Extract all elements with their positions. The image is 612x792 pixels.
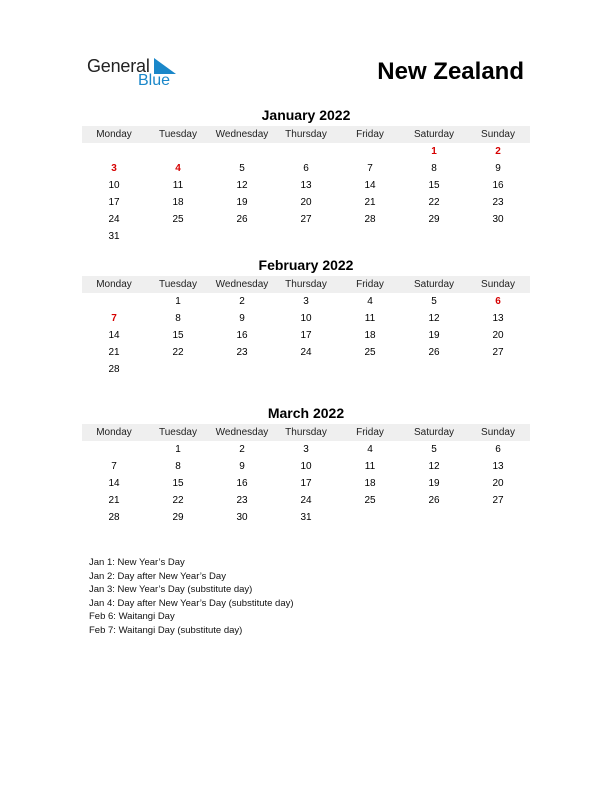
day-cell: 5 bbox=[431, 444, 437, 455]
month-march bbox=[82, 405, 530, 526]
holiday-day-cell: 4 bbox=[175, 163, 181, 174]
day-cell: 24 bbox=[300, 495, 312, 506]
week-row bbox=[82, 310, 530, 327]
weekday-label: Friday bbox=[356, 279, 384, 290]
day-cell: 22 bbox=[172, 347, 184, 358]
month-title: January 2022 bbox=[261, 107, 351, 123]
day-cell: 11 bbox=[364, 461, 376, 472]
holiday-note: Jan 2: Day after New Year’s Day bbox=[89, 570, 226, 582]
day-cell bbox=[274, 143, 338, 160]
day-cell: 23 bbox=[236, 347, 248, 358]
day-cell bbox=[210, 143, 274, 160]
day-cell: 1 bbox=[175, 296, 181, 307]
day-cell: 23 bbox=[236, 495, 248, 506]
week-row bbox=[82, 492, 530, 509]
day-cell: 28 bbox=[364, 214, 376, 225]
day-cell bbox=[402, 509, 466, 526]
week-row bbox=[82, 143, 530, 160]
day-cell bbox=[82, 441, 146, 458]
week-row bbox=[82, 177, 530, 194]
week-row bbox=[82, 344, 530, 361]
day-cell: 5 bbox=[431, 296, 437, 307]
day-cell: 14 bbox=[364, 180, 376, 191]
day-cell: 17 bbox=[108, 197, 120, 208]
day-cell: 4 bbox=[367, 444, 373, 455]
week-row bbox=[82, 475, 530, 492]
holiday-note: Jan 1: New Year’s Day bbox=[89, 557, 185, 568]
holiday-day-cell: 7 bbox=[111, 313, 117, 324]
holiday-note: Feb 6: Waitangi Day bbox=[89, 611, 175, 623]
day-cell: 3 bbox=[303, 296, 309, 307]
day-cell: 18 bbox=[172, 197, 184, 208]
day-cell: 30 bbox=[236, 512, 248, 523]
day-cell: 15 bbox=[172, 478, 184, 489]
day-cell: 11 bbox=[364, 313, 376, 324]
day-cell: 7 bbox=[111, 461, 117, 472]
day-cell: 15 bbox=[428, 180, 440, 191]
weekday-label: Saturday bbox=[413, 129, 455, 140]
day-cell bbox=[82, 143, 146, 160]
day-cell: 15 bbox=[172, 330, 184, 341]
day-cell: 25 bbox=[364, 495, 376, 506]
day-cell: 9 bbox=[239, 461, 245, 472]
weekday-label: Wednesday bbox=[215, 129, 269, 140]
day-cell: 16 bbox=[236, 330, 248, 341]
week-row bbox=[82, 327, 530, 344]
day-cell: 30 bbox=[492, 214, 504, 225]
day-cell: 5 bbox=[239, 163, 245, 174]
day-cell: 22 bbox=[428, 197, 440, 208]
day-cell: 26 bbox=[428, 495, 440, 506]
weekday-label: Thursday bbox=[285, 129, 327, 140]
holiday-notes bbox=[89, 556, 294, 638]
day-cell bbox=[274, 361, 338, 378]
weekday-label: Wednesday bbox=[215, 427, 269, 438]
month-february bbox=[82, 257, 530, 378]
day-cell bbox=[338, 509, 402, 526]
day-cell: 8 bbox=[431, 163, 437, 174]
day-cell bbox=[466, 509, 530, 526]
day-cell: 16 bbox=[236, 478, 248, 489]
day-cell: 20 bbox=[300, 197, 312, 208]
day-cell: 26 bbox=[236, 214, 248, 225]
day-cell: 13 bbox=[492, 313, 504, 324]
day-cell: 18 bbox=[364, 330, 376, 341]
day-cell: 21 bbox=[108, 347, 120, 358]
logo-general-text: General bbox=[87, 56, 150, 76]
day-cell: 8 bbox=[175, 461, 181, 472]
week-row bbox=[82, 458, 530, 475]
weekday-label: Tuesday bbox=[159, 279, 197, 290]
weekday-label: Friday bbox=[356, 129, 384, 140]
weekday-header bbox=[82, 126, 530, 143]
day-cell bbox=[146, 228, 210, 245]
day-cell: 27 bbox=[492, 347, 504, 358]
day-cell: 26 bbox=[428, 347, 440, 358]
day-cell: 9 bbox=[239, 313, 245, 324]
day-cell bbox=[210, 228, 274, 245]
day-cell: 2 bbox=[239, 444, 245, 455]
week-row bbox=[82, 441, 530, 458]
day-cell bbox=[82, 293, 146, 310]
day-cell bbox=[338, 143, 402, 160]
country-title: New Zealand bbox=[377, 58, 524, 85]
day-cell: 9 bbox=[495, 163, 501, 174]
week-row bbox=[82, 228, 530, 245]
weekday-label: Monday bbox=[96, 427, 132, 438]
day-cell: 27 bbox=[300, 214, 312, 225]
day-cell: 10 bbox=[108, 180, 120, 191]
day-cell: 6 bbox=[303, 163, 309, 174]
day-cell: 2 bbox=[239, 296, 245, 307]
weekday-label: Tuesday bbox=[159, 427, 197, 438]
day-cell: 29 bbox=[428, 214, 440, 225]
day-cell: 18 bbox=[364, 478, 376, 489]
day-cell: 10 bbox=[300, 461, 312, 472]
weekday-header bbox=[82, 276, 530, 293]
day-cell bbox=[274, 228, 338, 245]
weekday-label: Thursday bbox=[285, 279, 327, 290]
month-title: March 2022 bbox=[267, 405, 345, 421]
week-row bbox=[82, 293, 530, 310]
holiday-day-cell: 1 bbox=[431, 146, 437, 157]
weekday-label: Saturday bbox=[413, 279, 455, 290]
day-cell: 12 bbox=[428, 461, 440, 472]
day-cell: 19 bbox=[428, 330, 440, 341]
day-cell: 21 bbox=[364, 197, 376, 208]
weekday-label: Monday bbox=[96, 129, 132, 140]
day-cell: 31 bbox=[300, 512, 312, 523]
day-cell: 12 bbox=[428, 313, 440, 324]
day-cell: 11 bbox=[172, 180, 184, 191]
week-row bbox=[82, 194, 530, 211]
day-cell: 24 bbox=[108, 214, 120, 225]
day-cell: 25 bbox=[364, 347, 376, 358]
day-cell: 13 bbox=[300, 180, 312, 191]
day-cell bbox=[210, 361, 274, 378]
day-cell: 25 bbox=[172, 214, 184, 225]
day-cell bbox=[402, 228, 466, 245]
day-cell: 27 bbox=[492, 495, 504, 506]
day-cell: 3 bbox=[303, 444, 309, 455]
day-cell bbox=[338, 228, 402, 245]
holiday-note: Jan 3: New Year’s Day (substitute day) bbox=[89, 584, 253, 596]
day-cell: 22 bbox=[172, 495, 184, 506]
day-cell: 31 bbox=[108, 231, 120, 242]
holiday-day-cell: 3 bbox=[111, 163, 117, 174]
week-row bbox=[82, 211, 530, 228]
day-cell: 29 bbox=[172, 512, 184, 523]
day-cell: 13 bbox=[492, 461, 504, 472]
holiday-note: Feb 7: Waitangi Day (substitute day) bbox=[89, 624, 243, 636]
weekday-label: Thursday bbox=[285, 427, 327, 438]
week-row bbox=[82, 361, 530, 378]
week-row bbox=[82, 509, 530, 526]
day-cell: 14 bbox=[108, 478, 120, 489]
day-cell bbox=[466, 361, 530, 378]
holiday-day-cell: 6 bbox=[495, 296, 501, 307]
day-cell: 8 bbox=[175, 313, 181, 324]
weekday-label: Tuesday bbox=[159, 129, 197, 140]
holiday-day-cell: 2 bbox=[495, 146, 501, 157]
day-cell: 14 bbox=[108, 330, 120, 341]
day-cell bbox=[146, 143, 210, 160]
day-cell bbox=[466, 228, 530, 245]
month-january bbox=[82, 107, 530, 245]
weekday-label: Friday bbox=[356, 427, 384, 438]
day-cell: 16 bbox=[492, 180, 504, 191]
month-title: February 2022 bbox=[258, 257, 354, 273]
weekday-label: Sunday bbox=[481, 279, 515, 290]
day-cell: 20 bbox=[492, 330, 504, 341]
weekday-header bbox=[82, 424, 530, 441]
day-cell: 4 bbox=[367, 296, 373, 307]
day-cell: 28 bbox=[108, 364, 120, 375]
day-cell: 19 bbox=[428, 478, 440, 489]
day-cell: 19 bbox=[236, 197, 248, 208]
day-cell: 1 bbox=[175, 444, 181, 455]
day-cell: 12 bbox=[236, 180, 248, 191]
day-cell: 21 bbox=[108, 495, 120, 506]
day-cell: 28 bbox=[108, 512, 120, 523]
day-cell: 17 bbox=[300, 330, 312, 341]
day-cell bbox=[402, 361, 466, 378]
logo-blue-text: Blue bbox=[138, 72, 171, 89]
holiday-note: Jan 4: Day after New Year’s Day (substitute day) bbox=[89, 597, 294, 609]
generalblue-logo bbox=[87, 56, 187, 92]
weekday-label: Monday bbox=[96, 279, 132, 290]
day-cell: 6 bbox=[495, 444, 501, 455]
day-cell bbox=[338, 361, 402, 378]
weekday-label: Wednesday bbox=[215, 279, 269, 290]
day-cell: 7 bbox=[367, 163, 373, 174]
day-cell: 10 bbox=[300, 313, 312, 324]
weekday-label: Saturday bbox=[413, 427, 455, 438]
day-cell: 23 bbox=[492, 197, 504, 208]
day-cell: 24 bbox=[300, 347, 312, 358]
weekday-label: Sunday bbox=[481, 129, 515, 140]
day-cell bbox=[146, 361, 210, 378]
weekday-label: Sunday bbox=[481, 427, 515, 438]
day-cell: 20 bbox=[492, 478, 504, 489]
week-row bbox=[82, 160, 530, 177]
day-cell: 17 bbox=[300, 478, 312, 489]
